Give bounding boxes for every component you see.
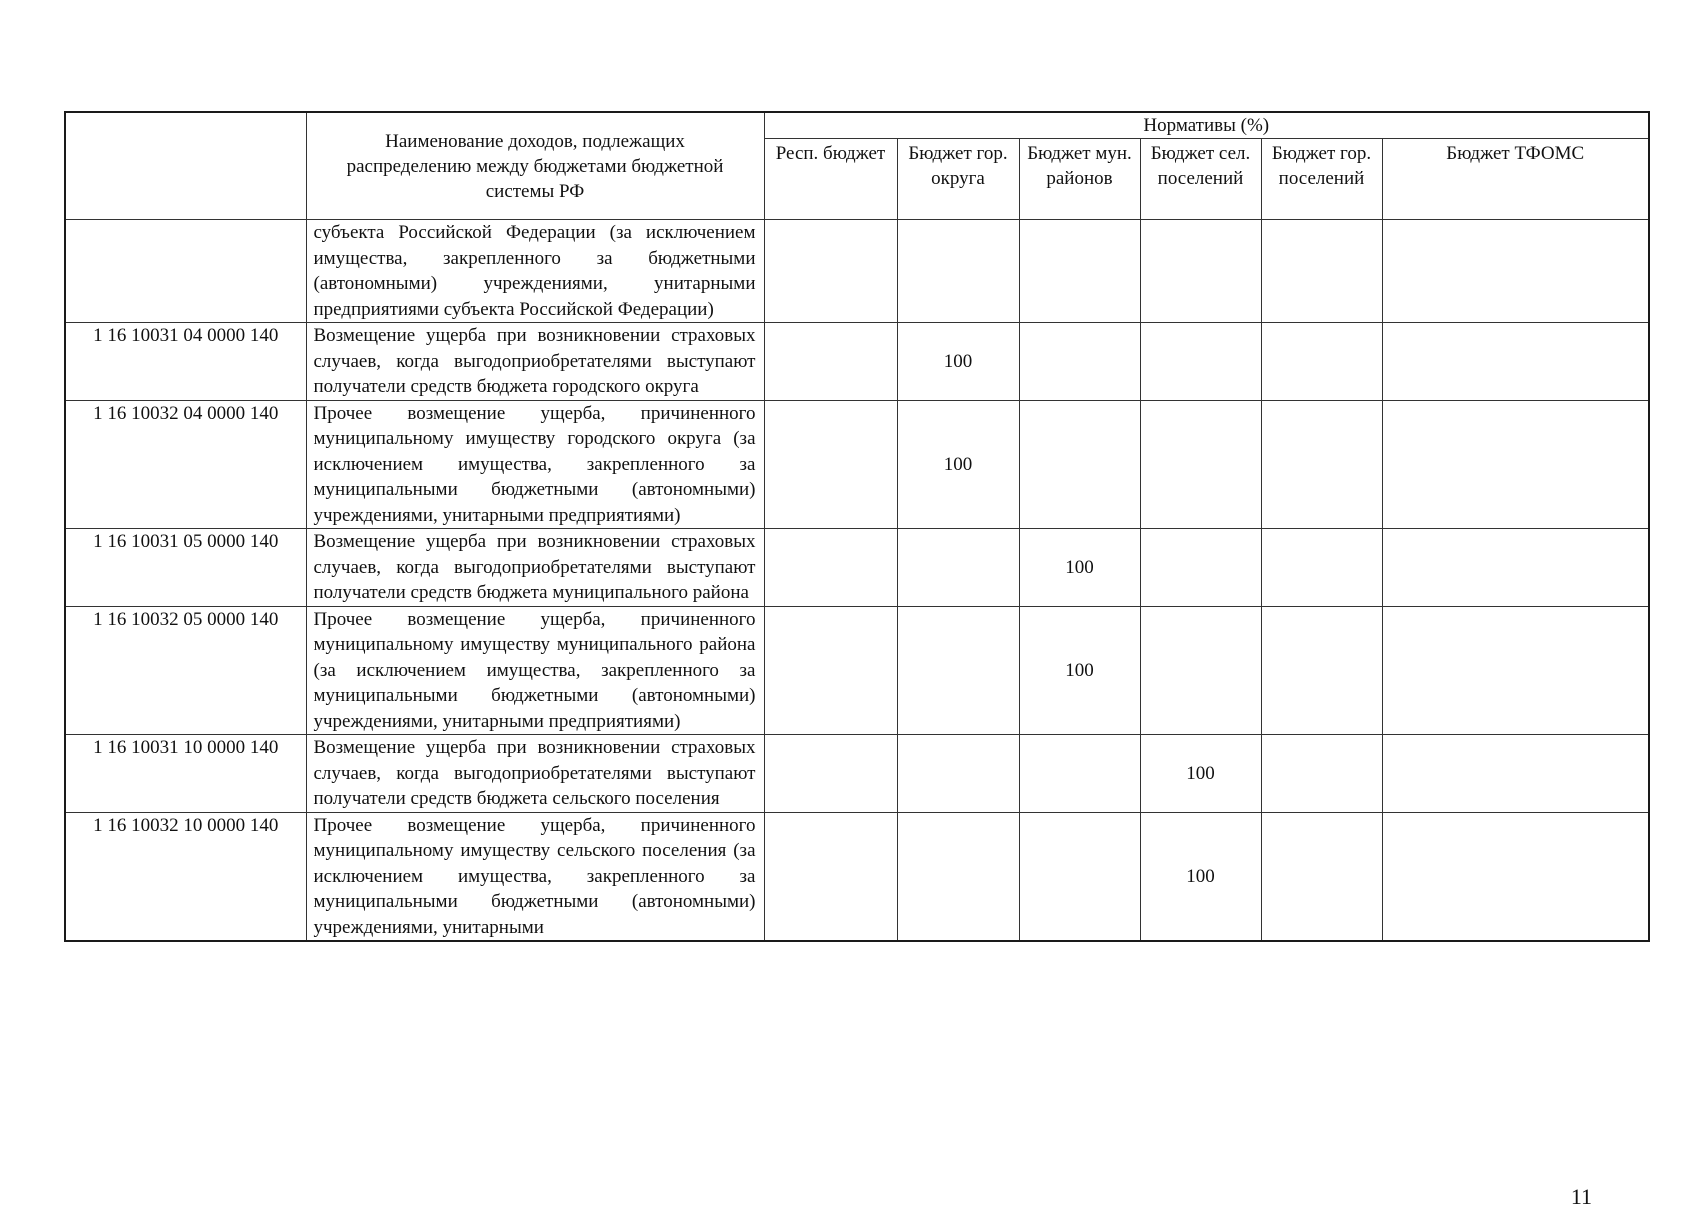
resp-budget-value (764, 400, 897, 529)
tfoms-budget-value (1382, 735, 1649, 813)
header-name-cell: Наименование доходов, подлежащих распределению между бюджетами бюджетной системы РФ (306, 112, 764, 220)
table-body (65, 220, 1649, 942)
income-code-cell: 1 16 10032 04 0000 140 (65, 400, 306, 529)
city-district-budget-value (897, 220, 1019, 323)
city-district-budget-value (897, 735, 1019, 813)
income-name-cell: субъекта Российской Федерации (за исключением имущества, закрепленного за бюджетными (автономными) учреждениями, унитарными предприятиями субъекта Российской Федерации) (306, 220, 764, 323)
header-column-resp-budget: Респ. бюджет (764, 139, 897, 220)
table-header (65, 112, 1649, 220)
income-name-cell: Возмещение ущерба при возникновении страховых случаев, когда выгодоприобретателями выступают получатели средств бюджета сельского поселения (306, 735, 764, 813)
income-code-cell (65, 220, 306, 323)
income-name-cell: Прочее возмещение ущерба, причиненного муниципальному имуществу муниципального района (за исключением имущества, закрепленного за муниципальными бюджетными (автономными) учреждениями, унитарными предприятиями) (306, 606, 764, 735)
tfoms-budget-value (1382, 220, 1649, 323)
table-row (65, 606, 1649, 735)
header-column-city-district-budget: Бюджет гор. округа (897, 139, 1019, 220)
income-code-cell: 1 16 10032 10 0000 140 (65, 812, 306, 941)
table-row (65, 323, 1649, 401)
document-page (64, 111, 1648, 1209)
tfoms-budget-value (1382, 606, 1649, 735)
tfoms-budget-value (1382, 812, 1649, 941)
income-code-cell: 1 16 10031 05 0000 140 (65, 529, 306, 607)
resp-budget-value (764, 529, 897, 607)
city-district-budget-value (897, 812, 1019, 941)
tfoms-budget-value (1382, 400, 1649, 529)
header-normatives-group: Нормативы (%) (764, 112, 1649, 139)
rural-settlement-budget-value: 100 (1140, 812, 1261, 941)
header-code-cell (65, 112, 306, 220)
header-column-municipal-district-budget: Бюджет мун. районов (1019, 139, 1140, 220)
resp-budget-value (764, 812, 897, 941)
tfoms-budget-value (1382, 529, 1649, 607)
table-row (65, 529, 1649, 607)
rural-settlement-budget-value (1140, 323, 1261, 401)
resp-budget-value (764, 323, 897, 401)
budget-normatives-table (64, 111, 1650, 942)
municipal-district-budget-value (1019, 812, 1140, 941)
income-code-cell: 1 16 10031 10 0000 140 (65, 735, 306, 813)
income-name-cell: Возмещение ущерба при возникновении страховых случаев, когда выгодоприобретателями выступают получатели средств бюджета городского округа (306, 323, 764, 401)
income-code-cell: 1 16 10031 04 0000 140 (65, 323, 306, 401)
resp-budget-value (764, 606, 897, 735)
urban-settlement-budget-value (1261, 606, 1382, 735)
income-name-cell: Прочее возмещение ущерба, причиненного муниципальному имуществу городского округа (за исключением имущества, закрепленного за муниципальными бюджетными (автономными) учреждениями, унитарными предприятиями) (306, 400, 764, 529)
tfoms-budget-value (1382, 323, 1649, 401)
urban-settlement-budget-value (1261, 220, 1382, 323)
city-district-budget-value: 100 (897, 400, 1019, 529)
municipal-district-budget-value: 100 (1019, 529, 1140, 607)
header-column-rural-settlement-budget: Бюджет сел. поселений (1140, 139, 1261, 220)
urban-settlement-budget-value (1261, 400, 1382, 529)
income-name-cell: Возмещение ущерба при возникновении страховых случаев, когда выгодоприобретателями выступают получатели средств бюджета муниципального района (306, 529, 764, 607)
rural-settlement-budget-value (1140, 220, 1261, 323)
table-row (65, 400, 1649, 529)
header-column-urban-settlement-budget: Бюджет гор. поселений (1261, 139, 1382, 220)
municipal-district-budget-value (1019, 323, 1140, 401)
rural-settlement-budget-value (1140, 606, 1261, 735)
urban-settlement-budget-value (1261, 812, 1382, 941)
rural-settlement-budget-value: 100 (1140, 735, 1261, 813)
rural-settlement-budget-value (1140, 400, 1261, 529)
city-district-budget-value: 100 (897, 323, 1019, 401)
city-district-budget-value (897, 529, 1019, 607)
income-code-cell: 1 16 10032 05 0000 140 (65, 606, 306, 735)
municipal-district-budget-value (1019, 735, 1140, 813)
urban-settlement-budget-value (1261, 323, 1382, 401)
municipal-district-budget-value (1019, 400, 1140, 529)
table-row (65, 220, 1649, 323)
resp-budget-value (764, 735, 897, 813)
municipal-district-budget-value (1019, 220, 1140, 323)
page-number: 11 (1570, 1184, 1592, 1209)
municipal-district-budget-value: 100 (1019, 606, 1140, 735)
table-row (65, 735, 1649, 813)
rural-settlement-budget-value (1140, 529, 1261, 607)
income-name-cell: Прочее возмещение ущерба, причиненного муниципальному имуществу сельского поселения (за исключением имущества, закрепленного за муниципальными бюджетными (автономными) учреждениями, унитарными (306, 812, 764, 941)
urban-settlement-budget-value (1261, 529, 1382, 607)
city-district-budget-value (897, 606, 1019, 735)
resp-budget-value (764, 220, 897, 323)
header-column-tfoms-budget: Бюджет ТФОМС (1382, 139, 1649, 220)
urban-settlement-budget-value (1261, 735, 1382, 813)
table-row (65, 812, 1649, 941)
